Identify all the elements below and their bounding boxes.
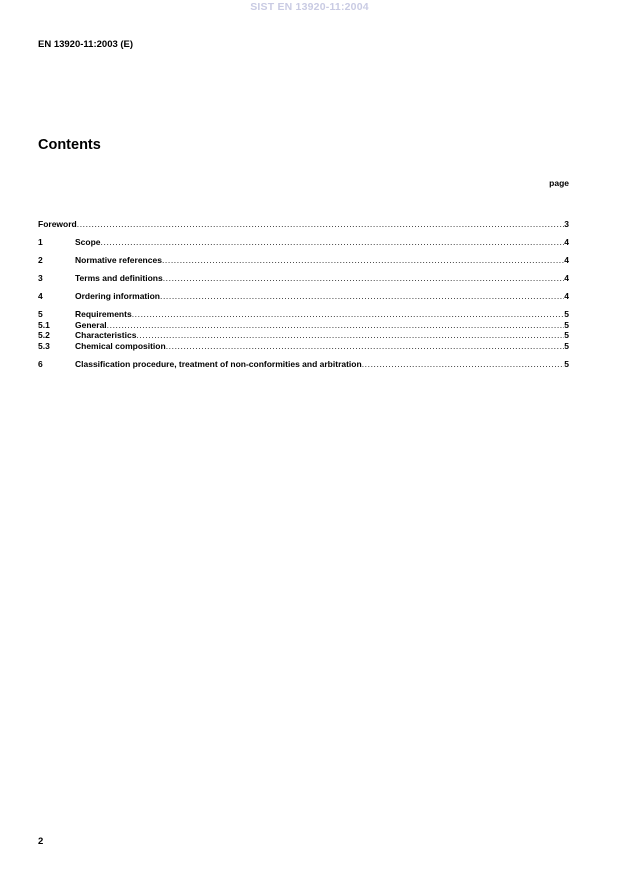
table-of-contents [38, 219, 569, 369]
page-number: 2 [38, 836, 44, 847]
toc-entry-title: Foreword [38, 219, 77, 229]
toc-entry-page: 4 [564, 255, 569, 265]
toc-entry-1[interactable] [38, 237, 569, 248]
toc-entry-number: 6 [38, 358, 43, 369]
toc-entry-title: Ordering information [75, 291, 160, 301]
toc-dot-leader [162, 255, 564, 266]
toc-entry-title: Requirements [75, 309, 132, 319]
toc-entry-5[interactable] [38, 309, 569, 320]
toc-entry-page: 4 [564, 237, 569, 247]
watermark: SIST EN 13920-11:2004 [250, 1, 369, 13]
toc-dot-leader [132, 309, 565, 320]
toc-entry-foreword[interactable] [38, 219, 569, 230]
toc-entry-number: 2 [38, 255, 43, 265]
toc-entry-title: Scope [75, 237, 101, 247]
toc-dot-leader [136, 330, 564, 341]
page-column-label: page [549, 178, 569, 188]
toc-entry-number: 4 [38, 291, 43, 301]
toc-entry-page: 5 [564, 330, 569, 340]
toc-entry-5-2[interactable] [38, 330, 569, 341]
toc-entry-page: 3 [564, 219, 569, 229]
toc-entry-title: Terms and definitions [75, 273, 163, 283]
toc-entry-number: 5.1 [38, 319, 50, 330]
toc-entry-page: 5 [564, 358, 569, 369]
toc-entry-title: Characteristics [75, 330, 137, 340]
toc-entry-number: 5 [38, 309, 43, 319]
toc-entry-title: Chemical composition [75, 340, 166, 351]
toc-dot-leader [166, 341, 565, 352]
toc-entry-page: 4 [564, 291, 569, 301]
toc-entry-5-1[interactable] [38, 320, 569, 331]
contents-heading: Contents [38, 137, 101, 153]
toc-entry-number: 5.2 [38, 330, 50, 340]
document-identifier: EN 13920-11:2003 (E) [38, 39, 134, 50]
toc-entry-number: 3 [38, 273, 43, 283]
toc-entry-title: Normative references [75, 255, 162, 265]
toc-dot-leader [163, 273, 565, 284]
toc-entry-title: Classification procedure, treatment of non-conformities and arbitration [75, 358, 362, 369]
toc-entry-4[interactable] [38, 291, 569, 302]
toc-dot-leader [362, 359, 565, 370]
toc-entry-number: 1 [38, 237, 43, 247]
toc-dot-leader [77, 219, 565, 230]
toc-entry-page: 5 [564, 340, 569, 351]
toc-entry-3[interactable] [38, 273, 569, 284]
toc-entry-page: 5 [564, 309, 569, 319]
toc-dot-leader [101, 237, 565, 248]
toc-dot-leader [107, 320, 565, 331]
toc-entry-title: General [75, 319, 107, 330]
toc-entry-page: 4 [564, 273, 569, 283]
toc-entry-5-3[interactable] [38, 341, 569, 352]
toc-entry-6[interactable] [38, 359, 569, 370]
toc-entry-2[interactable] [38, 255, 569, 266]
toc-dot-leader [160, 291, 564, 302]
toc-entry-page: 5 [564, 319, 569, 330]
toc-entry-number: 5.3 [38, 340, 50, 351]
